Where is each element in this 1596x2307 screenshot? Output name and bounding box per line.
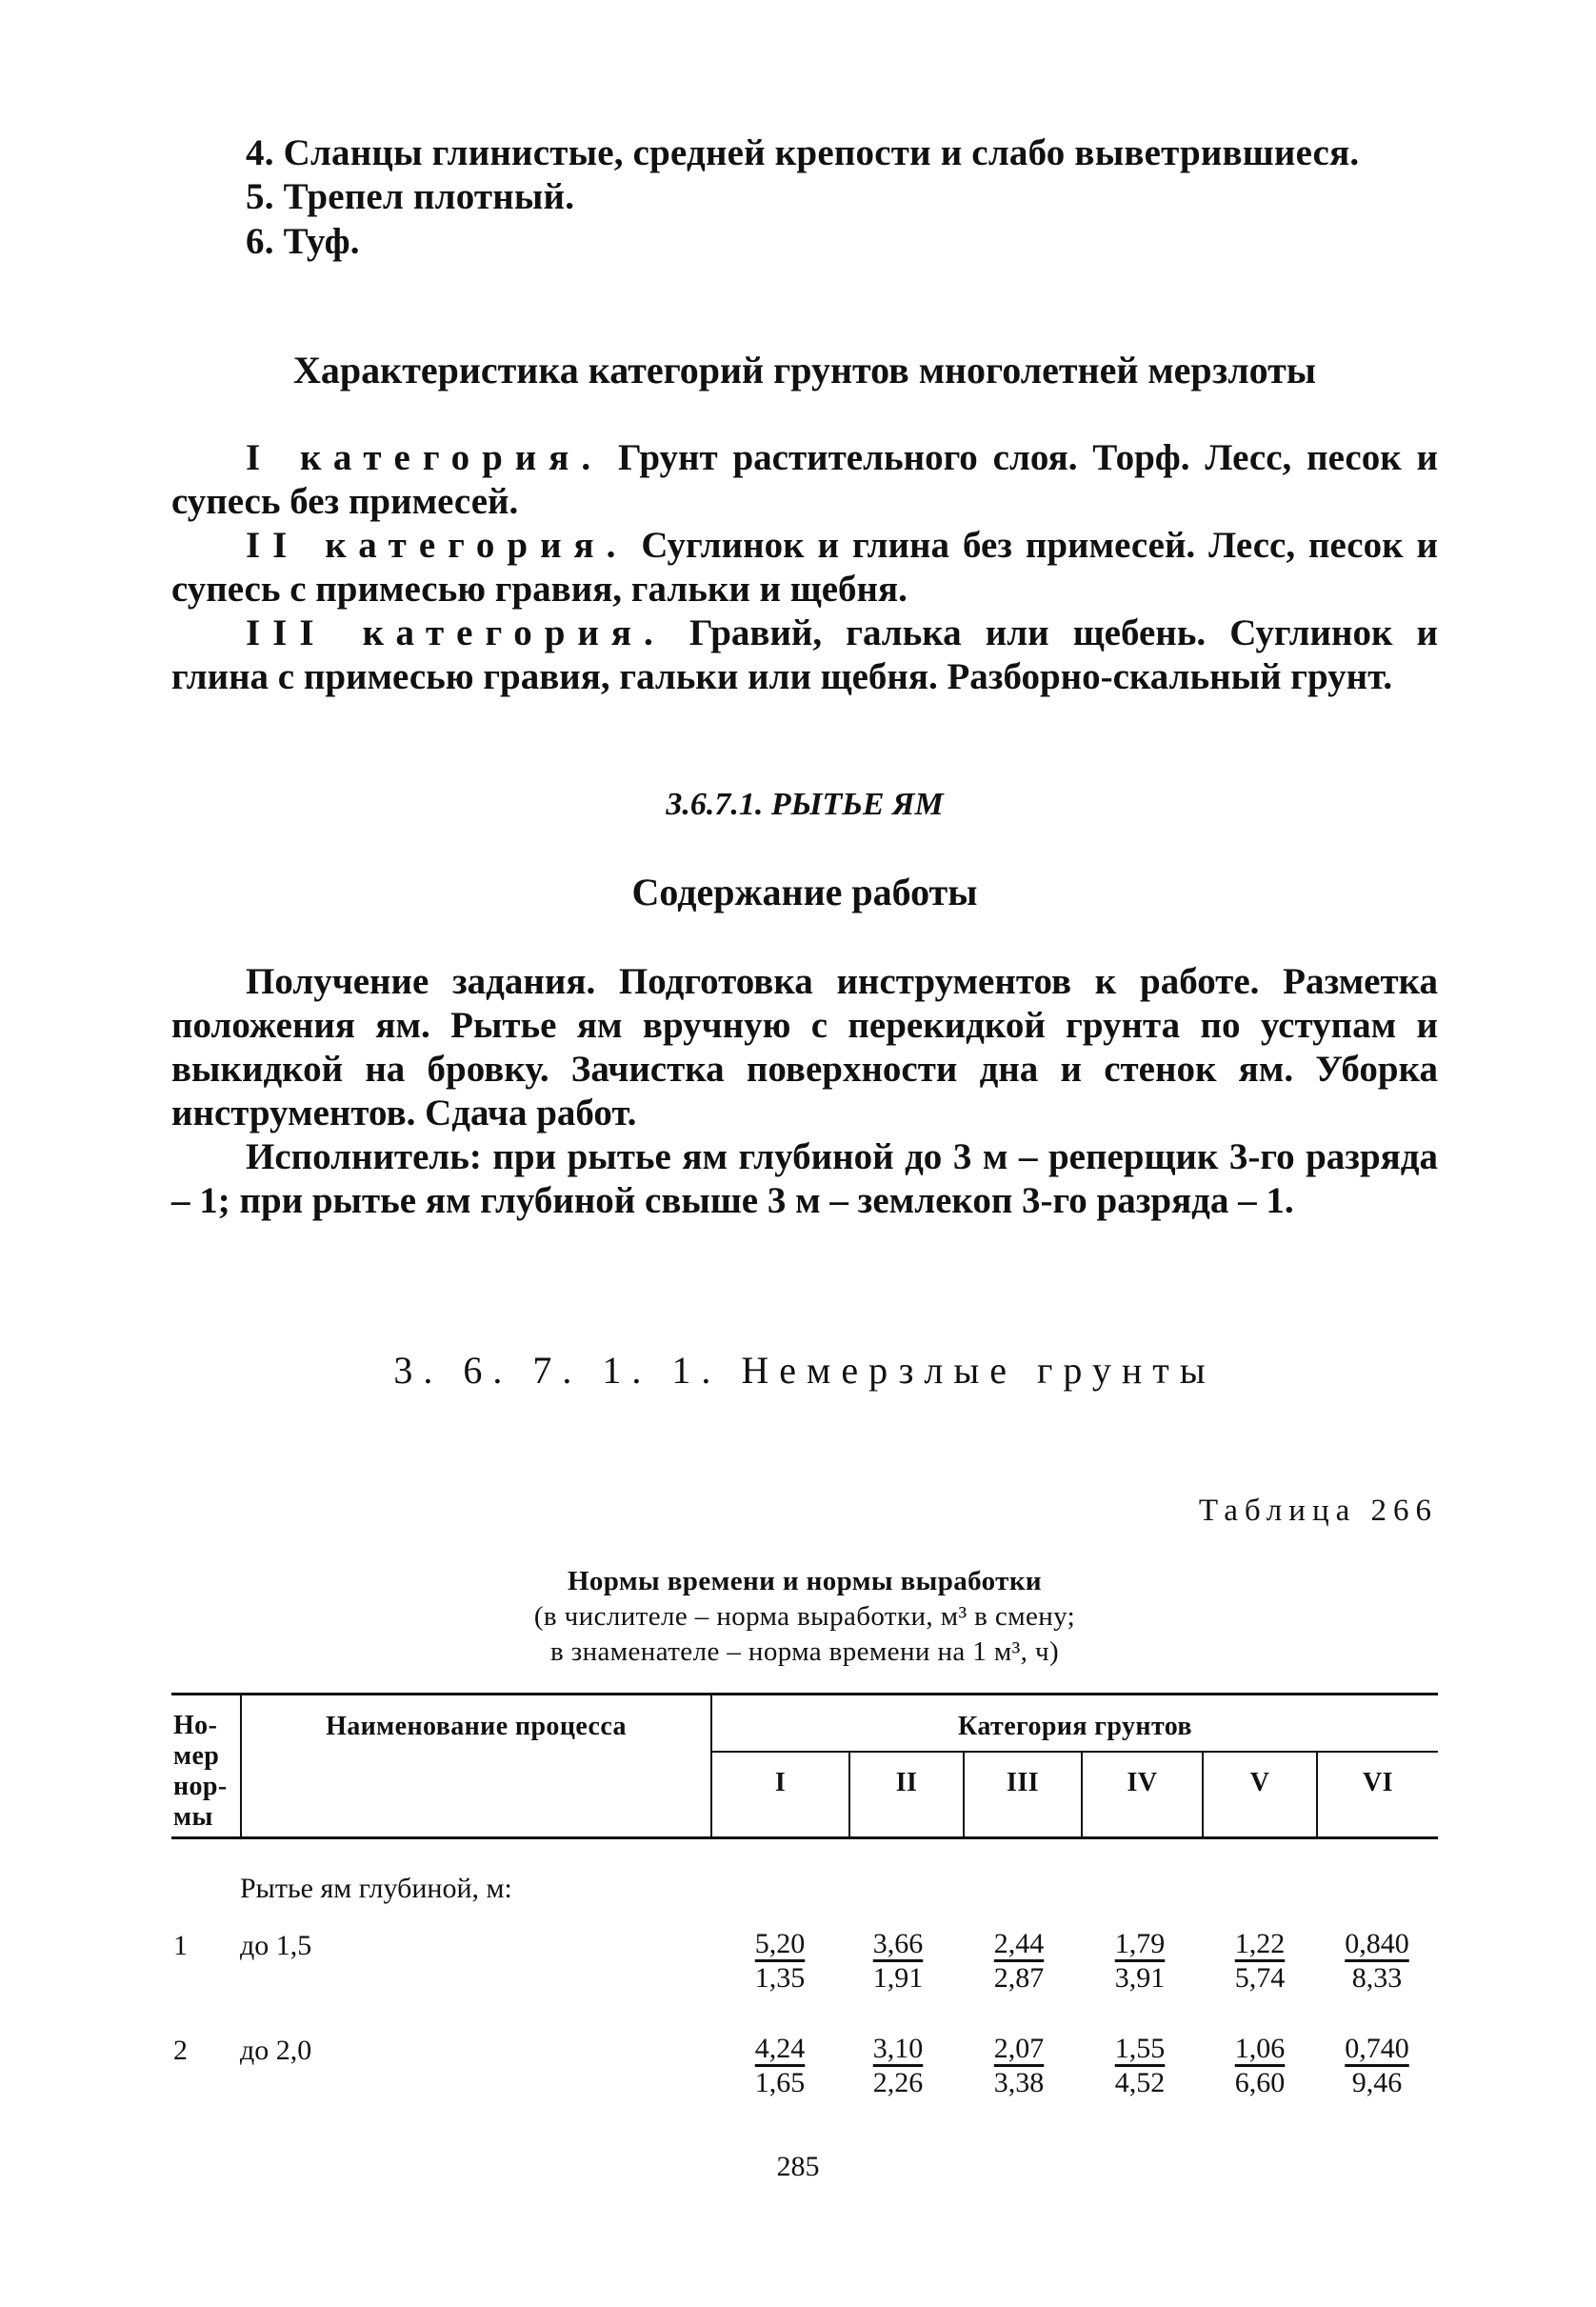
work-description: Получение задания. Подготовка инструментов к работе. Разметка положения ям. Рытье ям вручную с перекидкой грунта по уступам и выкидкой на бровку. Зачистка поверхности дна и стенок ям. Уборка инструментов. Сдача работ.	[171, 961, 1438, 1133]
category-paragraph	[171, 436, 1438, 524]
table-cell: $\frac{2,07}{3,38}$	[993, 2033, 1045, 2098]
table-cell: $\frac{1,06}{6,60}$	[1234, 2033, 1286, 2098]
column-header-category: Категория грунтов	[958, 1712, 1192, 1741]
category-subrule	[710, 1751, 1438, 1753]
category-label: II категория.	[246, 525, 628, 566]
work-heading: Содержание работы	[631, 871, 978, 913]
category-text: Суглинок и глина без примесей. Лесс, песок и супесь с примесью гравия, гальки и щебня.	[171, 525, 1438, 610]
caption-title: Нормы времени и нормы выработки	[567, 1566, 1043, 1596]
page-number: 285	[776, 2151, 820, 2182]
category-paragraph	[171, 612, 1438, 699]
column-header-process: Наименование процесса	[326, 1712, 627, 1741]
table-label: Таблица 266	[1198, 1494, 1438, 1528]
caption-line: в знаменателе – норма времени на 1 м³, ч)	[549, 1636, 1060, 1667]
subsection-title: 3. 6. 7. 1. 1. Немерзлые грунты	[393, 1349, 1216, 1392]
category-column-header: VI	[1363, 1768, 1393, 1797]
list-item: 5. Трепел плотный.	[246, 176, 575, 217]
table-cell: $\frac{1,79}{3,91}$	[1114, 1928, 1166, 1994]
category-label: III категория.	[246, 612, 666, 653]
column-divider	[240, 1695, 242, 1837]
row-name: до 1,5	[240, 1930, 312, 1961]
category-column-header: I	[774, 1768, 787, 1797]
table-cell: $\frac{2,44}{2,87}$	[993, 1928, 1045, 1994]
category-column-header: V	[1249, 1768, 1270, 1797]
category-column-header: III	[1007, 1768, 1039, 1797]
row-number: 1	[173, 1930, 188, 1961]
category-paragraph	[171, 524, 1438, 612]
category-column-header: IV	[1127, 1768, 1158, 1797]
row-name: до 2,0	[240, 2035, 312, 2066]
table-cell: $\frac{5,20}{1,35}$	[754, 1928, 806, 1994]
table-cell: $\frac{4,24}{1,65}$	[754, 2033, 806, 2098]
column-header-number: Но- мер нор- мы	[173, 1711, 228, 1832]
table-cell: $\frac{0,740}{9,46}$	[1345, 2033, 1409, 2098]
table-caption	[171, 1564, 1438, 1670]
table-cell: $\frac{1,22}{5,74}$	[1234, 1928, 1286, 1994]
table-top-rule	[171, 1693, 1438, 1695]
table-cell: $\frac{0,840}{8,33}$	[1345, 1928, 1409, 1994]
permafrost-heading: Характеристика категорий грунтов многолетней мерзлоты	[293, 349, 1316, 391]
category-column-header: II	[895, 1768, 918, 1797]
list-item: 4. Сланцы глинистые, средней крепости и слабо выветрившиеся.	[246, 132, 1360, 173]
caption-line: (в числителе – норма выработки, м³ в смену;	[533, 1601, 1076, 1632]
table-cell: $\frac{3,66}{1,91}$	[872, 1928, 924, 1994]
row-number: 2	[173, 2035, 188, 2066]
table-cell: $\frac{3,10}{2,26}$	[872, 2033, 924, 2098]
table-cell: $\frac{1,55}{4,52}$	[1114, 2033, 1166, 2098]
section-title: 3.6.7.1. РЫТЬЕ ЯМ	[666, 787, 944, 822]
group-label: Рытье ям глубиной, м:	[240, 1873, 512, 1904]
category-label: I категория.	[246, 437, 604, 478]
performer-text: Исполнитель: при рытье ям глубиной до 3 м – реперщик 3-го разряда – 1; при рытье ям глубиной свыше 3 м – землекоп 3-го разряда – 1.	[171, 1136, 1438, 1221]
category-text: Гравий, галька или щебень. Суглинок и глина с примесью гравия, гальки или щебня. Разборно-скальный грунт.	[171, 612, 1438, 697]
category-text: Грунт растительного слоя. Торф. Лесс, песок и супесь без примесей.	[171, 437, 1439, 522]
table-header-rule	[171, 1836, 1438, 1839]
list-item: 6. Туф.	[246, 221, 360, 262]
